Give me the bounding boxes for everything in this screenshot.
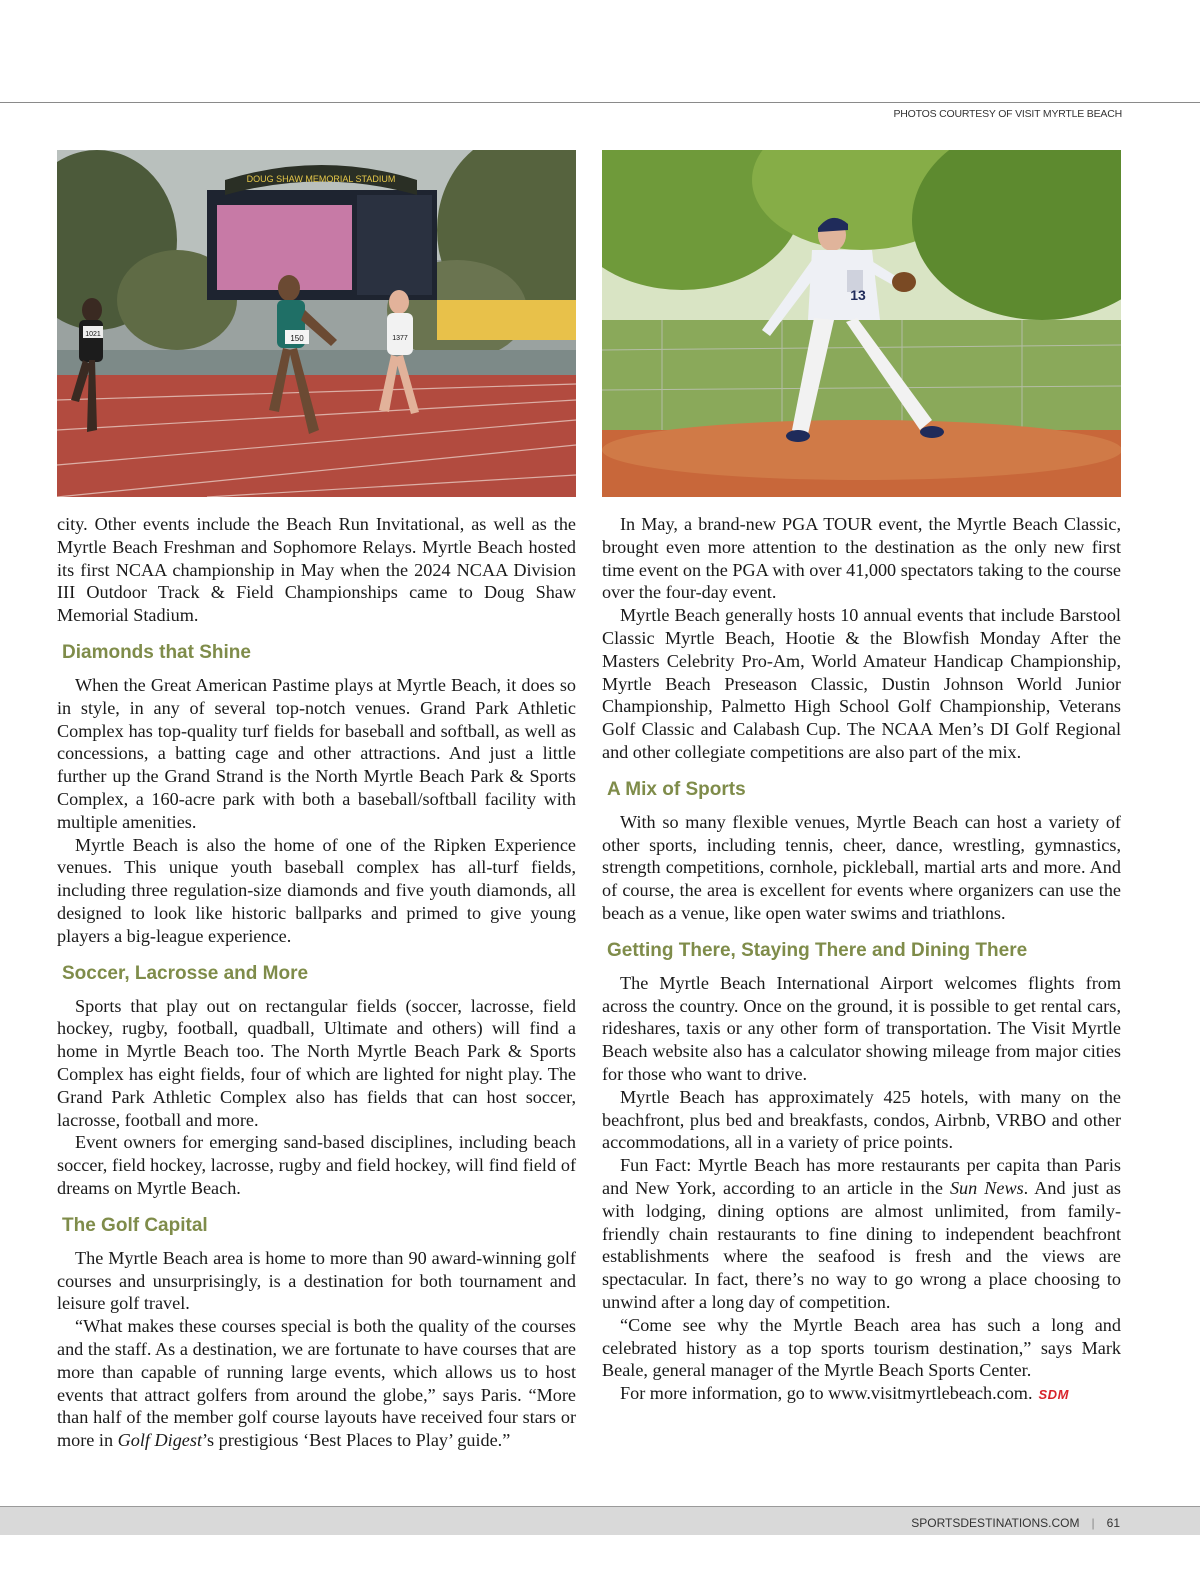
section-heading-diamonds: Diamonds that Shine xyxy=(62,641,251,663)
paragraph: The Myrtle Beach area is home to more than 90 award-winning golf courses and unsurprisingly, is a destination for both tournament and leisure golf travel. xyxy=(57,1247,576,1314)
photo-credit: PHOTOS COURTESY OF VISIT MYRTLE BEACH xyxy=(893,108,1122,120)
footer xyxy=(911,1516,1120,1530)
bib-1377: 1377 xyxy=(392,335,408,342)
publication-name: Golf Digest xyxy=(117,1430,202,1451)
jersey-number: 13 xyxy=(850,287,866,303)
paragraph: Myrtle Beach has approximately 425 hotels, with many on the beachfront, plus bed and breakfasts, condos, Airbnb, VRBO and other accommodations, all in a variety of price points. xyxy=(602,1086,1121,1153)
paragraph: Myrtle Beach is also the home of one of the Ripken Experience venues. This unique youth baseball complex has all-turf fields, including three regulation-size diamonds and five youth diamonds, all designed to look like historic ballparks and primed to give young players a big-league experience. xyxy=(57,834,576,946)
paragraph: In May, a brand-new PGA TOUR event, the Myrtle Beach Classic, brought even more attention to the destination as the only new first time event on the PGA with over 41,000 spectators taking to the course over the four-day event. xyxy=(602,514,1121,603)
text-run: . And just as with lodging, dining options are almost unlimited, from family-friendly chain restaurants to fine dining to independent beachfront establishments where the seafood is fresh and the views are spectacular. In fact, there’s no way to go wrong a place choosing to unwind after a long day of competition. xyxy=(602,1177,1121,1312)
paragraph xyxy=(602,1154,1121,1314)
paragraph: The Myrtle Beach International Airport welcomes flights from across the country. Once on the ground, it is possible to get rental cars, rideshares, taxis or any other form of transportation. The Visit Myrtle Beach website also has a calculator showing mileage from major cities for those who want to drive. xyxy=(602,972,1121,1084)
section-heading-golf: The Golf Capital xyxy=(62,1214,208,1236)
scoreboard-text: DOUG SHAW MEMORIAL STADIUM xyxy=(246,174,396,184)
paragraph: Event owners for emerging sand-based disciplines, including beach soccer, field hockey, lacrosse, rugby and field hockey, will find field of dreams on Myrtle Beach. xyxy=(57,1132,576,1198)
text-run: “What makes these courses special is both the quality of the courses and the staff. As a destination, we are fortunate to have courses that are more than capable of running large events, which allows us to host events that attract golfers from around the globe,” says Paris. “More than half of the member golf course layouts have received four stars or more in xyxy=(57,1316,576,1451)
publication-name: Sun News xyxy=(949,1177,1024,1198)
section-heading-getting-there: Getting There, Staying There and Dining There xyxy=(607,939,1028,961)
section-heading-mix: A Mix of Sports xyxy=(607,778,746,800)
text-run: ’s prestigious ‘Best Places to Play’ guide.” xyxy=(202,1430,511,1451)
paragraph: Sports that play out on rectangular fields (soccer, lacrosse, field hockey, rugby, football, quadball, Ultimate and others) will find a home in Myrtle Beach too. The North Myrtle Beach Park & Sports Complex has eight fields, four of which are lighted for night play. The Grand Park Athletic Complex also has fields that can host soccer, lacrosse, football and more. xyxy=(57,995,576,1130)
left-column xyxy=(57,513,576,1452)
track-photo xyxy=(57,150,576,497)
text-run: Fun Fact: Myrtle Beach has more restaurants per capita than Paris and New York, according to an article in the xyxy=(602,1155,1121,1198)
footer-separator: | xyxy=(1091,1516,1095,1530)
paragraph: “Come see why the Myrtle Beach area has such a long and celebrated history as a top sports tourism destination,” says Mark Beale, general manager of the Myrtle Beach Sports Center. xyxy=(602,1314,1121,1381)
pitcher-photo xyxy=(602,150,1121,497)
footer-site: SPORTSDESTINATIONS.COM xyxy=(911,1516,1080,1530)
section-heading-soccer: Soccer, Lacrosse and More xyxy=(62,962,309,984)
paragraph xyxy=(57,1315,576,1452)
page-number: 61 xyxy=(1106,1516,1120,1530)
paragraph xyxy=(602,1382,1121,1407)
paragraph: When the Great American Pastime plays at Myrtle Beach, it does so in style, in any of several top-notch venues. Grand Park Athletic Complex has top-quality turf fields for baseball and softball, as well as concessions, a batting cage and other attractions. And just a little further up the Grand Strand is the North Myrtle Beach Park & Sports Complex, a 160-acre park with both a baseball/softball facility with multiple amenities. xyxy=(57,674,576,832)
paragraph: city. Other events include the Beach Run Invitational, as well as the Myrtle Beach Freshman and Sophomore Relays. Myrtle Beach hosted its first NCAA championship in May when the 2024 NCAA Division III Outdoor Track & Field Championships came to Doug Shaw Memorial Stadium. xyxy=(57,514,576,626)
bib-1021: 1021 xyxy=(85,331,101,338)
paragraph: Myrtle Beach generally hosts 10 annual events that include Barstool Classic Myrtle Beach, Hootie & the Blowfish Monday After the Masters Celebrity Pro-Am, World Amateur Handicap Championship, Myrtle Beach Preseason Classic, Dustin Johnson World Junior Championship, Palmetto High School Golf Championship, Veterans Golf Classic and Calabash Cup. The NCAA Men’s DI Golf Regional and other collegiate competitions are also part of the mix. xyxy=(602,605,1121,762)
right-column xyxy=(602,513,1121,1407)
text-run: For more information, go to www.visitmyrtlebeach.com. xyxy=(620,1383,1033,1404)
top-rule xyxy=(0,102,1200,103)
paragraph: With so many flexible venues, Myrtle Beach can host a variety of other sports, including tennis, cheer, dance, wrestling, gymnastics, strength competitions, cornhole, pickleball, martial arts and more. And of course, the area is excellent for events where organizers can use the beach as a venue, like open water swims and triathlons. xyxy=(602,811,1121,923)
bib-150: 150 xyxy=(290,334,304,343)
sdm-logo: SDM xyxy=(1038,1387,1069,1403)
